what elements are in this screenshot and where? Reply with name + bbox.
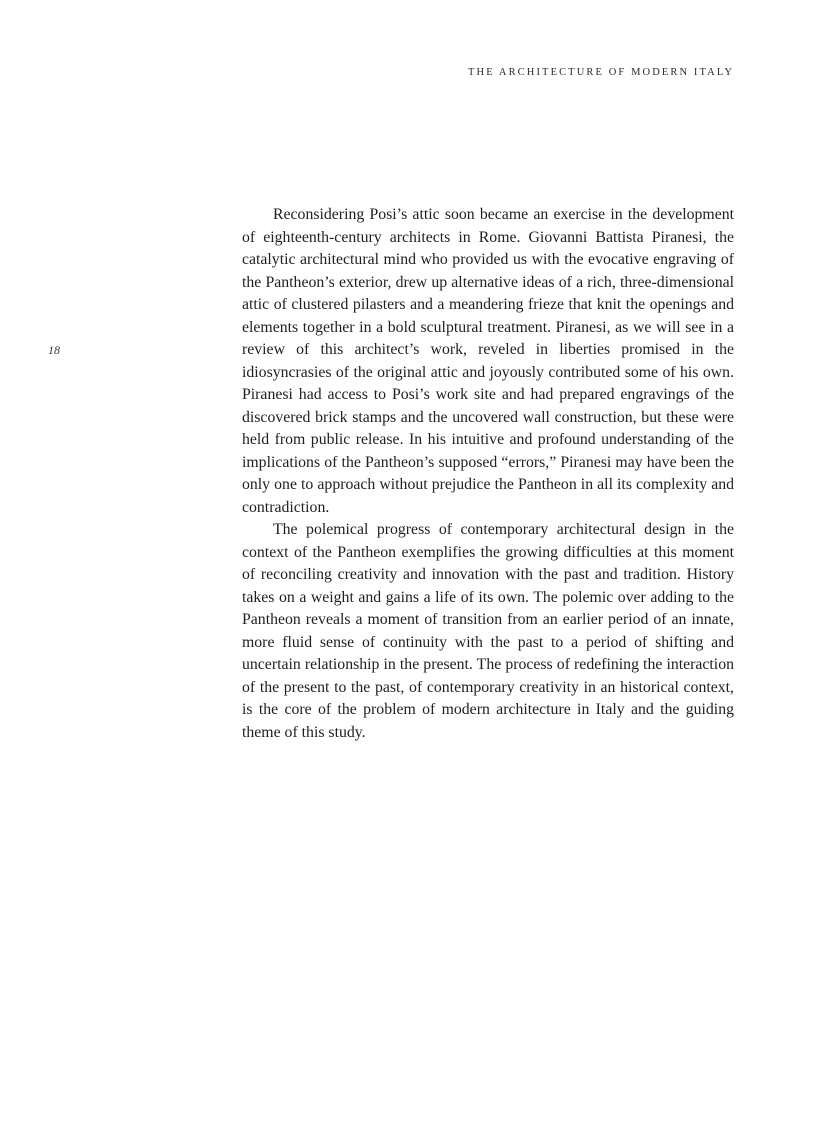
body-text: [242, 204, 734, 744]
page-number: 18: [48, 343, 60, 357]
running-head: THE ARCHITECTURE OF MODERN ITALY: [468, 67, 734, 78]
paragraph: The polemical progress of contemporary architectural design in the context of the Pantheon exemplifies the growing difficulties at this moment of reconciling creativity and innovation with the past and tradition. History takes on a weight and gains a life of its own. The polemic over adding to the Pantheon reveals a moment of transition from an earlier period of an innate, more fluid sense of continuity with the past to a period of shifting and uncertain relationship in the present. The process of redefining the interaction of the present to the past, of contemporary creativity in an historical context, is the core of the problem of modern architecture in Italy and the guiding theme of this study.: [242, 521, 734, 741]
paragraph: Reconsidering Posi’s attic soon became an exercise in the development of eighteenth-century architects in Rome. Giovanni Battista Piranesi, the catalytic architectural mind who provided us with the evocative engraving of the Pantheon’s exterior, drew up alternative ideas of a rich, three-dimensional attic of clustered pilasters and a meandering frieze that knit the openings and elements together in a bold sculptural treatment. Piranesi, as we will see in a review of this architect’s work, reveled in liberties promised in the idiosyncrasies of the original attic and joyously contributed some of his own. Piranesi had access to Posi’s work site and had prepared engravings of the discovered brick stamps and the uncovered wall construction, but these were held from public release. In his intuitive and profound understanding of the implications of the Pantheon’s supposed “errors,” Piranesi may have been the only one to approach without prejudice the Pantheon in all its complexity and contradiction.: [242, 206, 734, 516]
